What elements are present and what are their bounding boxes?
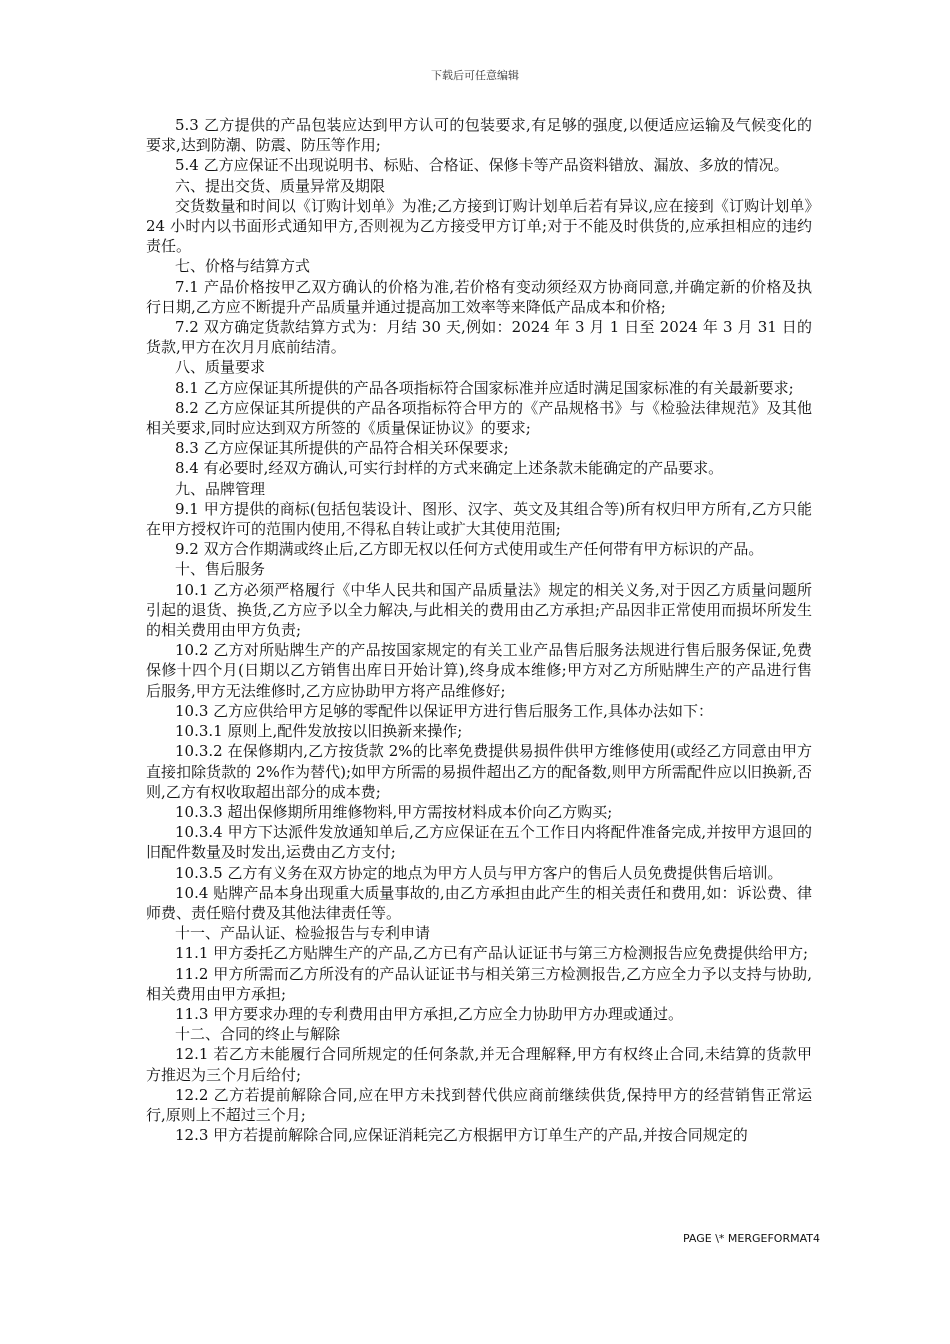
paragraph: 12.3 甲方若提前解除合同,应保证消耗完乙方根据甲方订单生产的产品,并按合同规定的 (175, 1126, 748, 1145)
paragraph: 5.3 乙方提供的产品包装应达到甲方认可的包装要求,有足够的强度,以便适应运输及气候变化的要求,达到防潮、防震、防压等作用; (146, 116, 812, 155)
paragraph: 5.4 乙方应保证不出现说明书、标贴、合格证、保修卡等产品资料错放、漏放、多放的情况。 (175, 156, 789, 175)
paragraph: 8.3 乙方应保证其所提供的产品符合相关环保要求; (175, 439, 509, 458)
section-heading: 八、质量要求 (175, 358, 266, 377)
paragraph: 12.2 乙方若提前解除合同,应在甲方未找到替代供应商前继续供货,保持甲方的经营销售正常运行,原则上不超过三个月; (146, 1085, 812, 1124)
paragraph: 10.3.1 原则上,配件发放按以旧换新来操作; (175, 722, 463, 741)
section-heading: 六、提出交货、质量异常及期限 (175, 176, 386, 195)
paragraph: 7.2 双方确定货款结算方式为：月结 30 天,例如：2024 年 3 月 1 日至 2024 年 3 月 31 日的货款,甲方在次月月底前结清。 (146, 318, 812, 357)
paragraph: 11.3 甲方要求办理的专利费用由甲方承担,乙方应全力协助甲方办理或通过。 (175, 1004, 683, 1023)
section-heading: 十二、合同的终止与解除 (175, 1025, 341, 1044)
paragraph: 10.3 乙方应供给甲方足够的零配件以保证甲方进行售后服务工作,具体办法如下： (175, 701, 713, 720)
paragraph: 10.1 乙方必须严格履行《中华人民共和国产品质量法》规定的相关义务,对于因乙方质量问题所引起的退货、换货,乙方应予以全力解决,与此相关的费用由乙方承担;产品因非正常使用而损坏所发生的相关费用由甲方负责; (146, 580, 812, 640)
section-heading: 十、售后服务 (175, 560, 266, 579)
paragraph: 10.3.4 甲方下达派件发放通知单后,乙方应保证在五个工作日内将配件准备完成,并按甲方退回的旧配件数量及时发出,运费由乙方支付; (146, 823, 812, 862)
paragraph: 9.2 双方合作期满或终止后,乙方即无权以任何方式使用或生产任何带有甲方标识的产品。 (175, 540, 764, 559)
page-header: 下载后可任意编辑 (431, 69, 519, 82)
paragraph: 8.1 乙方应保证其所提供的产品各项指标符合国家标准并应适时满足国家标准的有关最新要求; (175, 378, 794, 397)
page-number-field: PAGE \* MERGEFORMAT4 (682, 1232, 820, 1245)
section-heading: 十一、产品认证、检验报告与专利申请 (175, 924, 431, 943)
paragraph: 10.3.2 在保修期内,乙方按货款 2%的比率免费提供易损件供甲方维修使用(或经乙方同意由甲方直接扣除货款的 2%作为替代);如甲方所需的易损件超出乙方的配备数,则甲方所需配件应以旧换新,否则,乙方有权收取超出部分的成本费; (146, 742, 812, 801)
paragraph: 8.4 有必要时,经双方确认,可实行封样的方式来确定上述条款未能确定的产品要求。 (175, 459, 724, 478)
paragraph: 10.3.3 超出保修期所用维修物料,甲方需按材料成本价向乙方购买; (175, 802, 613, 821)
paragraph: 10.3.5 乙方有义务在双方协定的地点为甲方人员与甲方客户的售后人员免费提供售后培训。 (175, 863, 783, 882)
document-body (146, 115, 812, 1145)
paragraph: 12.1 若乙方未能履行合同所规定的任何条款,并无合理解释,甲方有权终止合同,未结算的货款甲方推迟为三个月后给付; (146, 1045, 812, 1084)
paragraph: 11.1 甲方委托乙方贴牌生产的产品,乙方已有产品认证证书与第三方检测报告应免费提供给甲方; (175, 944, 808, 963)
paragraph: 交货数量和时间以《订购计划单》为准;乙方接到订购计划单后若有异议,应在接到《订购计划单》24 小时内以书面形式通知甲方,否则视为乙方接受甲方订单;对于不能及时供货的,应承担相应的违约责任。 (146, 196, 812, 256)
section-heading: 九、品牌管理 (175, 479, 266, 498)
paragraph: 7.1 产品价格按甲乙双方确认的价格为准,若价格有变动须经双方协商同意,并确定新的价格及执行日期,乙方应不断提升产品质量并通过提高加工效率等来降低产品成本和价格; (146, 277, 812, 316)
section-heading: 七、价格与结算方式 (175, 257, 311, 276)
paragraph: 8.2 乙方应保证其所提供的产品各项指标符合甲方的《产品规格书》与《检验法律规范》及其他相关要求,同时应达到双方所签的《质量保证协议》的要求; (146, 398, 812, 438)
paragraph: 10.4 贴牌产品本身出现重大质量事故的,由乙方承担由此产生的相关责任和费用,如：诉讼费、律师费、责任赔付费及其他法律责任等。 (146, 883, 812, 922)
paragraph: 11.2 甲方所需而乙方所没有的产品认证证书与相关第三方检测报告,乙方应全力予以支持与协助,相关费用由甲方承担; (146, 964, 812, 1003)
paragraph: 10.2 乙方对所贴牌生产的产品按国家规定的有关工业产品售后服务法规进行售后服务保证,免费保修十四个月(日期以乙方销售出库日开始计算),终身成本维修;甲方对乙方所贴牌生产的产品进行售后服务,甲方无法维修时,乙方应协助甲方将产品维修好; (146, 641, 812, 700)
paragraph: 9.1 甲方提供的商标(包括包装设计、图形、汉字、英文及其组合等)所有权归甲方所有,乙方只能在甲方授权许可的范围内使用,不得私自转让或扩大其使用范围; (146, 499, 812, 539)
